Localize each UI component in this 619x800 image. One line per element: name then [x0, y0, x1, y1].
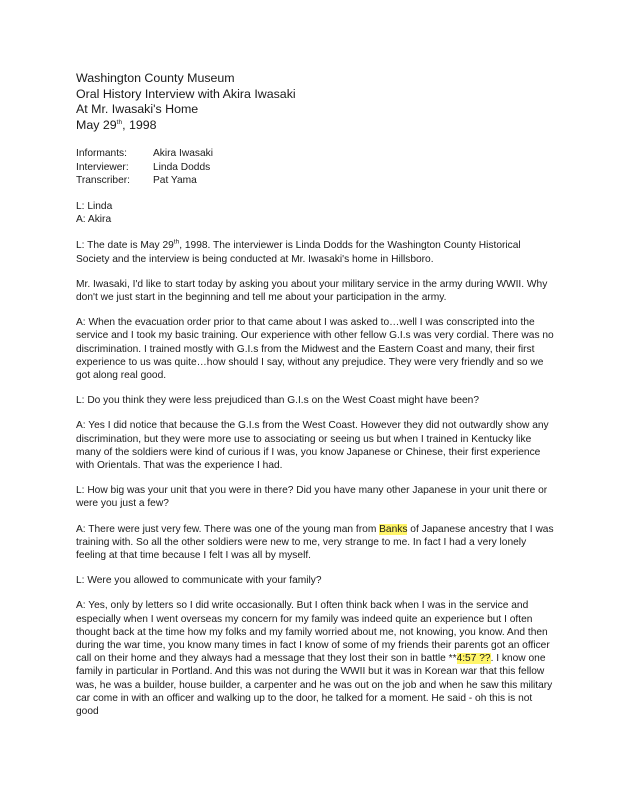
participant-role: Transcriber:	[76, 174, 130, 186]
paragraph-text: of Japanese ancestry that I was training with. So all the other soldiers were new to me, very strange to me. In fact I had a very lonely feeling at that time because I felt I was all by myself.	[76, 523, 554, 562]
document-body	[76, 71, 556, 730]
highlighted-timestamp: 4:57 ??	[456, 653, 491, 665]
speaker-key-akira: A: Akira	[76, 214, 112, 226]
document-title: Oral History Interview with Akira Iwasaki	[76, 86, 296, 101]
transcript-paragraph: L: Do you think they were less prejudiced than G.I.s on the West Coast might have been?	[76, 395, 480, 407]
transcript-paragraph	[76, 239, 556, 265]
date-suffix: th	[116, 118, 123, 126]
transcript-paragraph: L: Were you allowed to communicate with your family?	[76, 575, 322, 587]
transcript-paragraph	[76, 599, 556, 718]
participant-role: Interviewer:	[76, 161, 129, 173]
participant-row	[76, 161, 213, 174]
date-text: May 29	[76, 117, 117, 132]
participant-name: Akira Iwasaki	[153, 148, 214, 160]
paragraph-text: A: Yes, only by letters so I did write occasionally. But I often think back when I was in the service and especially when I went overseas my concern for my family was indeed quite an experience but I often thought back at the time how my folks and my family worried about me, not knowing, you know. And then during the war time, you know many times in fact I know of some of my friends their parents got an officer call on their home and they always had a message that they lost their son in battle **	[76, 600, 550, 665]
speaker-legend	[76, 200, 556, 226]
museum-name: Washington County Museum	[76, 71, 235, 85]
date-year: , 1998	[122, 117, 157, 132]
participant-role: Informants:	[76, 148, 127, 160]
paragraph-text: L: The date is May 29	[76, 240, 174, 252]
transcript-paragraph: A: When the evacuation order prior to that came about I was asked to…well I was conscripted into the service and I took my basic training. Our experience with other fellow G.I.s was very cordial. There was no discrimination. I trained mostly with G.I.s from the Midwest and the Eastern Coast and many, their first experience to us was quite…how should I say, without any prejudice. They were very friendly and so we got along real good.	[76, 317, 554, 382]
participant-row	[76, 147, 213, 160]
paragraph-text: . I know one family in particular in Portland. And this was not during the WWII but it was in Korean war that this fellow was, he was a builder, house builder, a carpenter and he was out on the job and when he saw this military car come in with an officer and walking up to the door, he talked for a moment. He said - oh this is not good	[76, 653, 553, 718]
participant-name: Pat Yama	[153, 174, 197, 186]
interview-date	[76, 118, 556, 134]
interview-location: At Mr. Iwasaki's Home	[76, 102, 199, 117]
participant-row	[76, 174, 213, 187]
paragraph-text: A: There were just very few. There was one of the young man from	[76, 523, 380, 535]
participants-table	[76, 147, 213, 187]
highlighted-word: Banks	[379, 523, 408, 535]
transcript-paragraph: L: How big was your unit that you were in there? Did you have many other Japanese in your unit there or were you just a few?	[76, 485, 548, 510]
date-suffix: th	[173, 239, 180, 246]
document-header	[76, 71, 556, 133]
participant-name: Linda Dodds	[153, 161, 211, 173]
speaker-key-linda: L: Linda	[76, 200, 113, 212]
transcript-paragraph	[76, 523, 556, 563]
paragraph-text: , 1998. The interviewer is Linda Dodds for the Washington County Historical Society and the interview is being conducted at Mr. Iwasaki's home in Hillsboro.	[76, 240, 521, 265]
transcript-paragraph: Mr. Iwasaki, I'd like to start today by asking you about your military service in the army during WWII. Why don't we just start in the beginning and tell me about your participation in the army.	[76, 278, 548, 303]
transcript-paragraph: A: Yes I did notice that because the G.I.s from the West Coast. However they did not outwardly show any discrimination, but they were more use to associating or seeing us but when I trained in Kentucky like many of the soldiers were kind of curious if I was, you know Japanese or Chinese, their first experience with Orientals. That was the experience I had.	[76, 420, 549, 472]
